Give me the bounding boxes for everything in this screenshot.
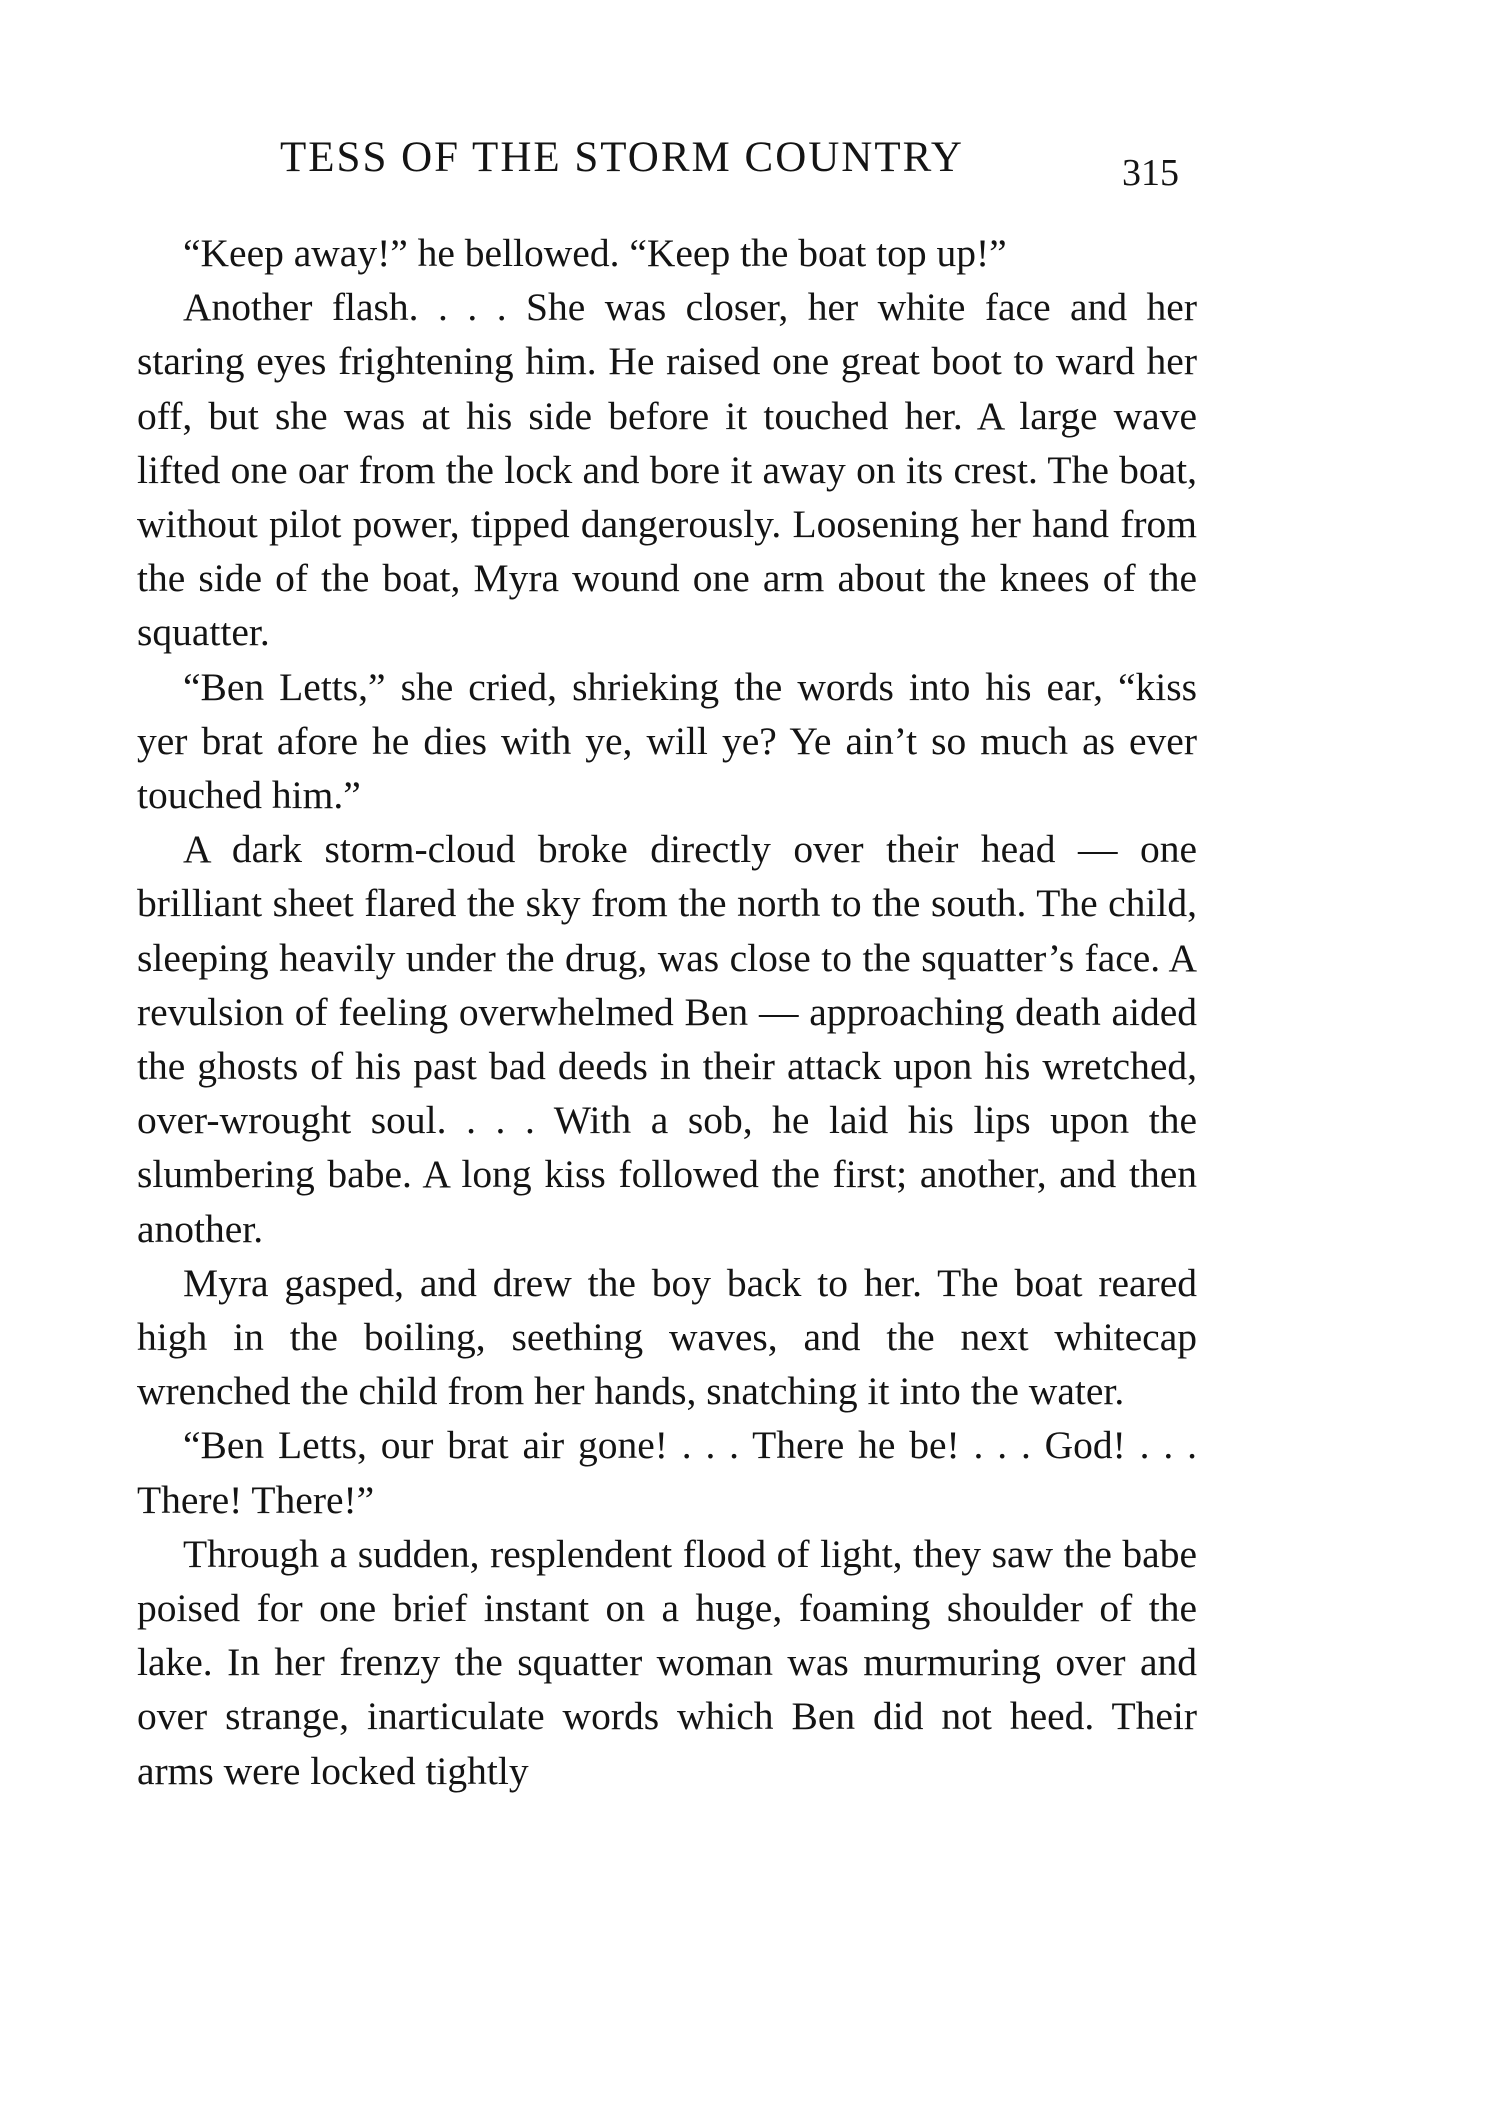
paragraph-4: A dark storm-cloud broke directly over their head — one brilliant sheet flared the sky from the north to the south. The child, sleeping heavily under the drug, was close to the squatter’s face. A revulsion of feeling overwhelmed Ben — approaching death aided the ghosts of his past bad deeds in their attack upon his wretched, over-wrought soul. . . . With a sob, he laid his lips upon the slumbering babe. A long kiss followed the first; another, and then another. — [137, 827, 1197, 1251]
paragraph-3: “Ben Letts,” she cried, shrieking the words into his ear, “kiss yer brat afore he dies with ye, will ye? Ye ain’t so much as ever touched him.” — [137, 664, 1197, 818]
paragraph-2: Another flash. . . . She was closer, her white face and her staring eyes frightening him. He raised one great boot to ward her off, but she was at his side before it touched her. A large wave lifted one oar from the lock and bore it away on its crest. The boat, without pilot power, tipped dangerously. Loosening her hand from the side of the boat, Myra wound one arm about the knees of the squatter. — [137, 285, 1197, 655]
body-text — [137, 226, 1197, 1798]
paragraph-1: “Keep away!” he bellowed. “Keep the boat top up!” — [183, 231, 1007, 275]
paragraph-7: Through a sudden, resplendent flood of light, they saw the babe poised for one brief instant on a huge, foaming shoulder of the lake. In her frenzy the squatter woman was murmuring over and over strange, inarticulate words which Ben did not heed. Their arms were locked tightly — [137, 1531, 1197, 1793]
running-title: TESS OF THE STORM COUNTRY — [280, 134, 964, 181]
page-number: 315 — [1122, 152, 1179, 194]
paragraph-5: Myra gasped, and drew the boy back to her. The boat reared high in the boiling, seething waves, and the next whitecap wrenched the child from her hands, snatching it into the water. — [137, 1260, 1197, 1414]
paragraph-6: “Ben Letts, our brat air gone! . . . There he be! . . . God! . . . There! There!” — [137, 1423, 1197, 1522]
